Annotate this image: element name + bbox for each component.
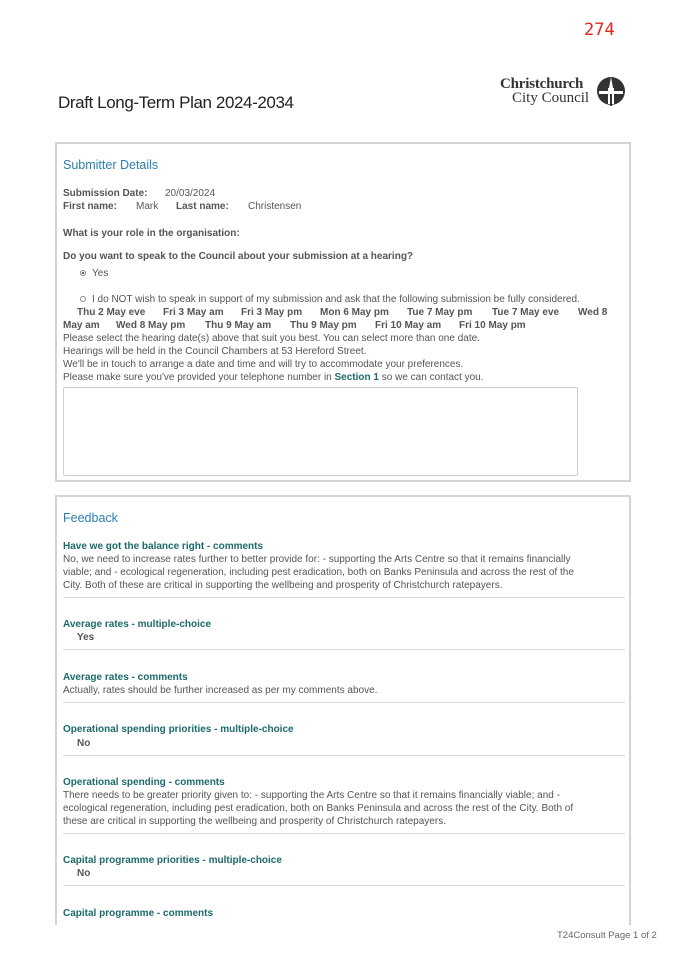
- answer-choice: No: [77, 738, 91, 749]
- answer-text: Actually, rates should be further increased as per my comments above.: [63, 685, 378, 696]
- council-logo: [500, 76, 630, 108]
- hearing-question: Do you want to speak to the Council about your submission at a hearing?: [63, 251, 414, 262]
- hearing-date-option[interactable]: Fri 3 May pm: [241, 307, 303, 318]
- question-title: Average rates - multiple-choice: [63, 619, 212, 630]
- answer-text: viable; and - ecological regeneration, including pest eradication, both on Banks Peninsula and across the rest of the: [63, 567, 574, 578]
- hearing-info-4-pre: Please make sure you've provided your telephone number in: [63, 372, 335, 383]
- radio-yes-label: Yes: [92, 268, 109, 279]
- first-name-value: Mark: [136, 201, 159, 212]
- feedback-section: [55, 495, 631, 925]
- submission-date-value: 20/03/2024: [165, 188, 216, 199]
- hearing-date-option[interactable]: Fri 3 May am: [163, 307, 224, 318]
- hearing-info-2: Hearings will be held in the Council Chambers at 53 Hereford Street.: [63, 346, 367, 357]
- hearing-date-option[interactable]: Tue 7 May pm: [407, 307, 473, 318]
- logo-line2: City Council: [512, 90, 590, 106]
- hearing-date-option[interactable]: Fri 10 May am: [375, 320, 442, 331]
- logo-line1: Christchurch: [500, 76, 584, 92]
- first-name-label: First name:: [63, 201, 117, 212]
- divider: [63, 755, 625, 756]
- hearing-comments-textarea[interactable]: [63, 387, 578, 476]
- divider: [63, 649, 625, 650]
- page-footer: T24Consult Page 1 of 2: [557, 930, 657, 941]
- page-number: 274: [584, 20, 615, 40]
- hearing-date-option[interactable]: Thu 2 May eve: [77, 307, 146, 318]
- document-title: Draft Long-Term Plan 2024-2034: [58, 93, 294, 112]
- hearing-date-option[interactable]: Thu 9 May am: [205, 320, 272, 331]
- question-title: Operational spending priorities - multiple-choice: [63, 724, 294, 735]
- question-title: Operational spending - comments: [63, 777, 225, 788]
- hearing-info-3: We'll be in touch to arrange a date and time and will try to accommodate your preferences.: [63, 359, 464, 370]
- role-question: What is your role in the organisation:: [63, 228, 240, 239]
- question-title: Capital programme - comments: [63, 908, 214, 919]
- answer-text: City. Both of these are critical in supporting the wellbeing and prosperity of Christchurch ratepayers.: [63, 580, 503, 591]
- hearing-date-option[interactable]: Fri 10 May pm: [459, 320, 526, 331]
- divider: [63, 702, 625, 703]
- question-title: Have we got the balance right - comments: [63, 541, 264, 552]
- cathedral-logo-icon: [595, 76, 627, 108]
- answer-text: ecological regeneration, including pest eradication, both on Banks Peninsula and across the rest of the City. Both of: [63, 803, 574, 814]
- answer-choice: No: [77, 868, 91, 879]
- answer-text: No, we need to increase rates further to better provide for: - supporting the Arts Centre so that it remains financially: [63, 554, 571, 565]
- divider: [63, 597, 625, 598]
- hearing-date-option[interactable]: Mon 6 May pm: [320, 307, 389, 318]
- question-title: Average rates - comments: [63, 672, 188, 683]
- last-name-value: Christensen: [248, 201, 302, 212]
- submitter-heading: Submitter Details: [63, 158, 159, 172]
- radio-yes[interactable]: [80, 270, 86, 276]
- hearing-info-4: [63, 371, 484, 384]
- hearing-date-option[interactable]: May am: [63, 320, 100, 331]
- feedback-heading: Feedback: [63, 511, 118, 525]
- last-name-label: Last name:: [176, 201, 229, 212]
- hearing-date-option[interactable]: Wed 8: [578, 307, 608, 318]
- radio-no-speak-label: I do NOT wish to speak in support of my submission and ask that the following submission be fully considered.: [92, 294, 580, 305]
- hearing-date-option[interactable]: Wed 8 May pm: [116, 320, 186, 331]
- divider: [63, 833, 625, 834]
- hearing-info-4-post: so we can contact you.: [378, 372, 484, 383]
- hearing-date-option[interactable]: Thu 9 May pm: [290, 320, 357, 331]
- answer-text: these are critical in supporting the wellbeing and prosperity of Christchurch ratepayers.: [63, 816, 446, 827]
- radio-no-speak[interactable]: [80, 296, 86, 302]
- divider: [63, 885, 625, 886]
- submitter-details-section: [55, 142, 631, 482]
- section-1-link[interactable]: Section 1: [334, 372, 379, 383]
- submission-date-label: Submission Date:: [63, 188, 148, 199]
- hearing-date-option[interactable]: Tue 7 May eve: [492, 307, 560, 318]
- answer-choice: Yes: [77, 632, 95, 643]
- question-title: Capital programme priorities - multiple-choice: [63, 855, 282, 866]
- answer-text: There needs to be greater priority given to: - supporting the Arts Centre so that it remains financially viable; and -: [63, 790, 560, 801]
- hearing-info-1: Please select the hearing date(s) above that suit you best. You can select more than one date.: [63, 333, 480, 344]
